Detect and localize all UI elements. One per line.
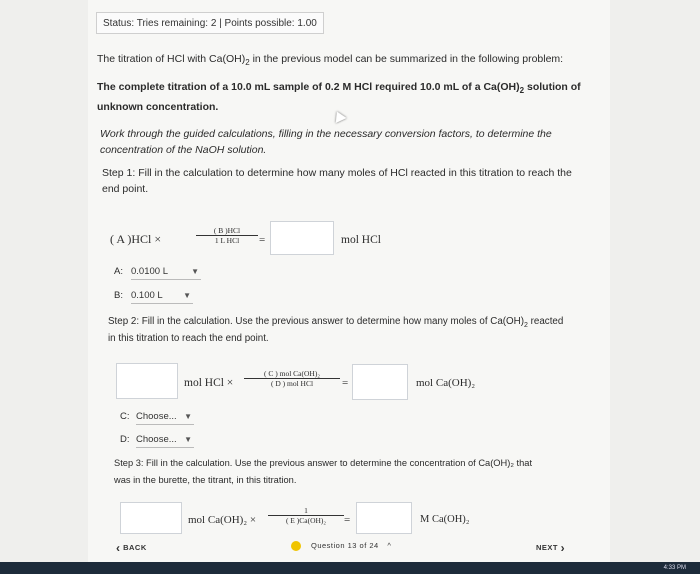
eq3-equals: =: [344, 514, 351, 526]
question-selector[interactable]: [311, 541, 391, 550]
chevron-down-icon: ▼: [184, 412, 192, 421]
eq3-answer-input[interactable]: [356, 502, 412, 534]
next-button[interactable]: [536, 541, 565, 555]
dropdown-b-label: B:: [114, 290, 123, 301]
eq1-denominator: 1 L HCl: [214, 236, 240, 245]
dropdown-c-value: Choose...: [136, 411, 177, 422]
eq2-denominator: ( D ) mol HCl: [270, 379, 314, 388]
instructions-line1: Work through the guided calculations, filling in the necessary conversion factors, to determine the: [100, 128, 552, 140]
dropdown-d-value: Choose...: [136, 434, 177, 445]
dropdown-a[interactable]: [131, 264, 201, 280]
chevron-down-icon: ▼: [184, 435, 192, 444]
back-button[interactable]: [116, 541, 147, 555]
eq2-lhs: mol HCl ×: [184, 377, 234, 389]
eq2-input-left[interactable]: [116, 363, 178, 399]
chevron-right-icon: ›: [560, 541, 566, 555]
step2-line1: Step 2: Fill in the calculation. Use the previous answer to determine how many moles of $Ca(OH)_2$ reacted: [108, 316, 564, 329]
question-counter: Question 13 of 24: [311, 541, 379, 550]
step2-line2: in this titration to reach the end point.: [108, 333, 269, 344]
back-label: BACK: [123, 543, 147, 552]
eq1-answer-input[interactable]: [270, 221, 334, 255]
step3-line2: was in the burette, the titrant, in this titration.: [114, 475, 297, 485]
instructions-line2: concentration of the NaOH solution.: [100, 144, 267, 156]
eq1-unit: mol HCl: [341, 234, 381, 246]
chevron-down-icon: ▼: [191, 267, 199, 276]
chevron-down-icon: ▼: [183, 291, 191, 300]
os-taskbar: [0, 562, 700, 574]
eq3-numerator: 1: [268, 506, 344, 516]
eq2-equals: =: [342, 377, 349, 389]
chevron-left-icon: ‹: [116, 541, 121, 555]
eq3-input-left[interactable]: [120, 502, 182, 534]
dropdown-c-label: C:: [120, 411, 130, 422]
step1-line2: end point.: [102, 183, 149, 195]
eq3-unit: M Ca(OH)₂: [420, 514, 470, 525]
dropdown-b[interactable]: [131, 288, 193, 304]
intro-line1: The titration of HCl with $Ca(OH)_2$ in the previous model can be summarized in the following problem:: [97, 53, 564, 68]
eq1-fraction: [196, 226, 258, 245]
dropdown-d[interactable]: [136, 432, 194, 448]
eq3-denominator: ( E )Ca(OH)₂: [285, 516, 327, 525]
progress-dot: [291, 541, 301, 551]
eq3-fraction: [268, 506, 344, 525]
eq1-numerator: ( B )HCl: [196, 226, 258, 236]
dropdown-c[interactable]: [136, 409, 194, 425]
eq3-lhs: mol Ca(OH)₂ ×: [188, 514, 257, 526]
eq2-fraction: [244, 369, 340, 388]
eq2-answer-input[interactable]: [352, 364, 408, 400]
taskbar-clock: 4:33 PM: [663, 565, 686, 571]
step3-line1: Step 3: Fill in the calculation. Use the previous answer to determine the concentration of Ca(OH)₂ that: [114, 458, 533, 468]
step1-line1: Step 1: Fill in the calculation to determine how many moles of HCl reacted in this titration to reach the: [102, 167, 572, 179]
eq1-equals: =: [259, 234, 266, 246]
eq2-numerator: ( C ) mol Ca(OH)₂: [244, 369, 340, 379]
status-bar: Status: Tries remaining: 2 | Points possible: 1.00: [96, 12, 324, 34]
eq1-lhs: ( A )HCl ×: [110, 232, 162, 246]
next-label: NEXT: [536, 543, 559, 552]
dropdown-a-label: A:: [114, 266, 123, 277]
dropdown-a-value: 0.0100 L: [131, 266, 168, 277]
eq2-unit: mol Ca(OH)₂: [416, 377, 476, 389]
problem-statement: The complete titration of a 10.0 mL sample of 0.2 M HCl required 10.0 mL of a $Ca(OH)_2$ solution of: [97, 81, 581, 96]
problem-statement-2: unknown concentration.: [97, 101, 219, 113]
chevron-up-icon: ^: [387, 541, 392, 550]
dropdown-d-label: D:: [120, 434, 130, 445]
dropdown-b-value: 0.100 L: [131, 290, 163, 301]
